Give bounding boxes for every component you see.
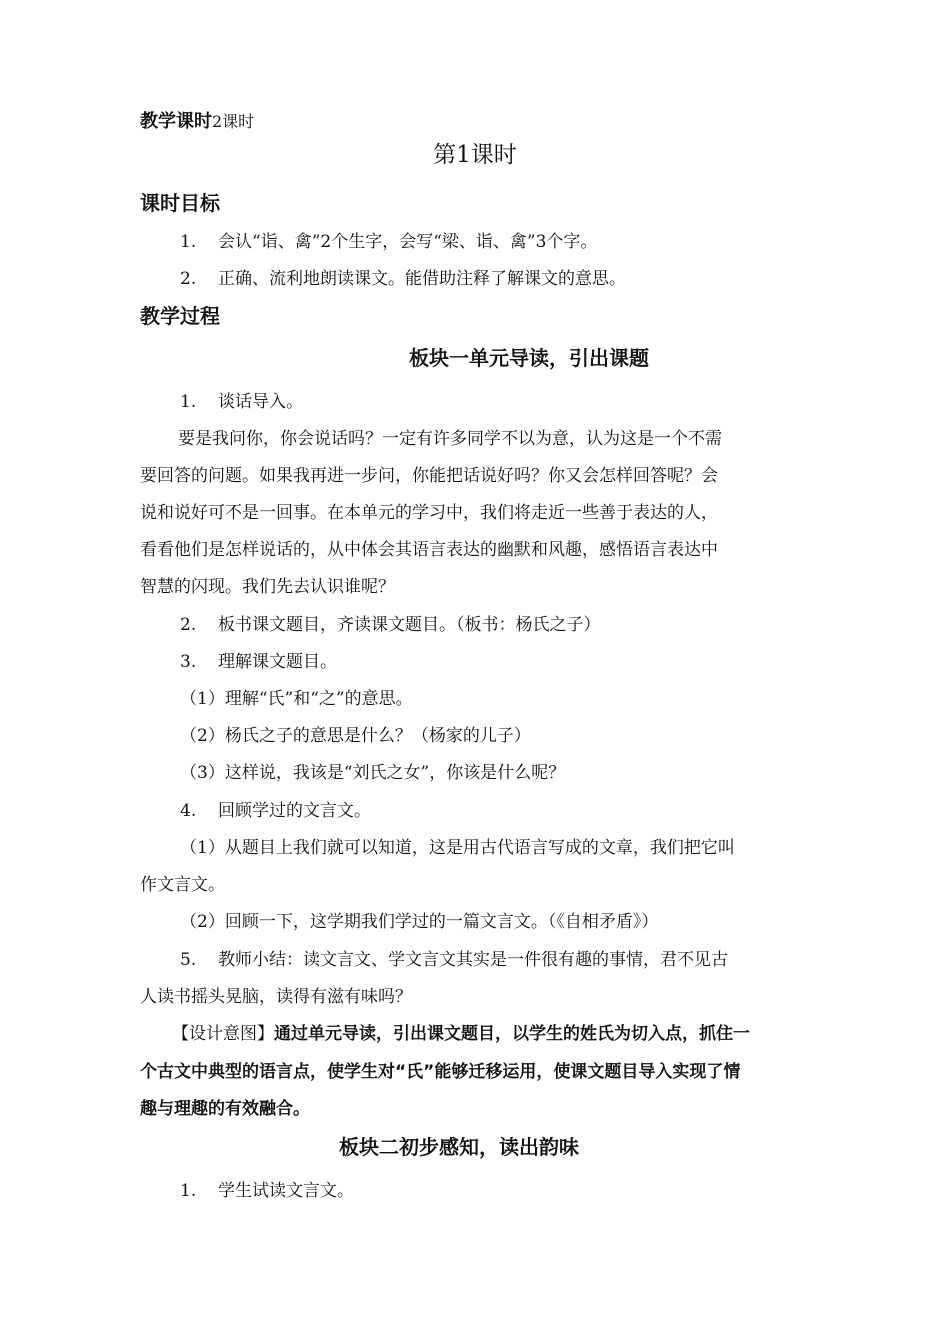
paragraph-line: 要是我问你，你会说话吗？一定有许多同学不以为意，认为这是一个不需 <box>178 429 722 449</box>
lesson-hours-value: 2课时 <box>212 112 255 131</box>
step-number: 1. <box>180 1181 197 1201</box>
lesson-hours-label: 教学课时 <box>140 111 212 132</box>
step-item <box>180 614 601 636</box>
lesson-title: 第1课时 <box>433 142 517 168</box>
step-number: 2. <box>180 615 197 635</box>
sub-item: （2）回顾一下，这学期我们学过的一篇文言文。（《自相矛盾》） <box>180 912 659 932</box>
step-item <box>180 1180 354 1202</box>
step-item <box>180 391 303 413</box>
step-text: 学生试读文言文。 <box>218 1181 354 1201</box>
design-intent-line: 趣与理趣的有效融合。 <box>140 1099 310 1119</box>
sub-item: （1）理解“氏”和“之”的意思。 <box>180 689 413 709</box>
objective-number: 2. <box>180 269 197 289</box>
step-text: 板书课文题目，齐读课文题目。（板书：杨氏之子） <box>218 615 601 635</box>
section2-heading: 板块二初步感知，读出韵味 <box>339 1135 579 1159</box>
step-item <box>180 949 728 971</box>
sub-item-line: 作文言文。 <box>140 875 225 895</box>
paragraph-line: 说和说好可不是一回事。在本单元的学习中，我们将走近一些善于表达的人， <box>140 503 718 523</box>
step-text: 教师小结：读文言文、学文言文其实是一件很有趣的事情，君不见古 <box>218 950 728 970</box>
paragraph-line: 智慧的闪现。我们先去认识谁呢？ <box>140 577 395 597</box>
step-item <box>180 651 337 673</box>
step-text-line: 人读书摇头晃脑，读得有滋有味吗？ <box>140 987 412 1007</box>
step-text: 理解课文题目。 <box>218 652 337 672</box>
step-number: 1. <box>180 392 197 412</box>
step-item <box>180 800 371 822</box>
step-text: 回顾学过的文言文。 <box>218 801 371 821</box>
objective-text: 正确、流利地朗读课文。能借助注释了解课文的意思。 <box>218 269 626 289</box>
objective-text: 会认“诣、禽”2个生字，会写“梁、诣、禽”3个字。 <box>218 232 598 252</box>
design-intent-text: 通过单元导读，引出课文题目，以学生的姓氏为切入点，抓住一 <box>274 1024 750 1044</box>
paragraph-line: 要回答的问题。如果我再进一步问，你能把话说好吗？你又会怎样回答呢？会 <box>140 466 718 486</box>
step-number: 4. <box>180 801 197 821</box>
design-intent-label: 【设计意图】 <box>172 1024 274 1044</box>
objective-item <box>180 231 597 253</box>
objective-number: 1. <box>180 232 197 252</box>
objectives-heading: 课时目标 <box>140 191 220 215</box>
design-intent <box>172 1023 750 1045</box>
design-intent-line: 个古文中典型的语言点，使学生对“氏”能够迁移运用，使课文题目导入实现了情 <box>140 1062 741 1082</box>
step-number: 5. <box>180 950 197 970</box>
sub-item-line: （1）从题目上我们就可以知道，这是用古代语言写成的文章，我们把它叫 <box>180 838 735 858</box>
step-number: 3. <box>180 652 197 672</box>
lesson-hours <box>140 111 254 133</box>
step-text: 谈话导入。 <box>218 392 303 412</box>
section1-heading: 板块一单元导读，引出课题 <box>409 346 649 370</box>
process-heading: 教学过程 <box>140 304 220 328</box>
sub-item: （3）这样说，我该是“刘氏之女”，你该是什么呢？ <box>180 763 566 783</box>
objective-item <box>180 268 626 290</box>
paragraph-line: 看看他们是怎样说话的，从中体会其语言表达的幽默和风趣，感悟语言表达中 <box>140 540 718 560</box>
sub-item: （2）杨氏之子的意思是什么？（杨家的儿子） <box>180 726 531 746</box>
